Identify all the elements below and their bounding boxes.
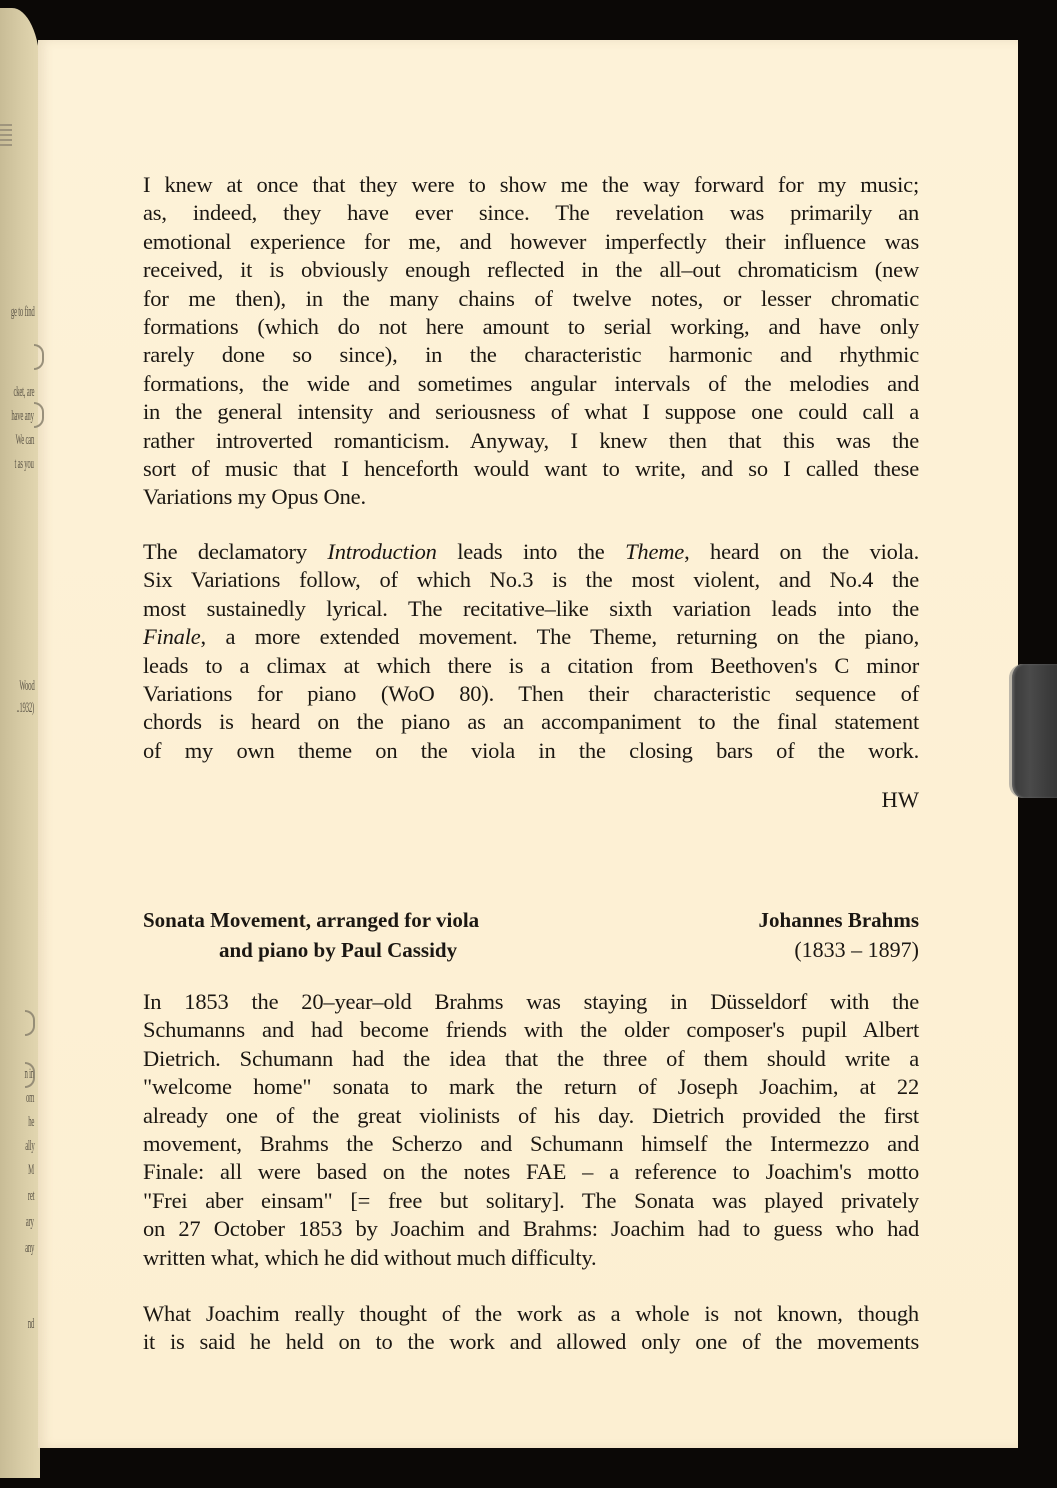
text-line: in the general intensity and seriousness of what I suppose one could call a xyxy=(143,399,919,425)
text-line: Six Variations follow, of which No.3 is the most violent, and No.4 the xyxy=(143,567,919,593)
text-line: I knew at once that they were to show me the way forward for my music; xyxy=(143,172,919,197)
facing-page-fragment: t as you xyxy=(14,456,34,472)
text-line: "Frei aber einsam" [= free but solitary]. The Sonata was played privately xyxy=(143,1187,919,1213)
text-line: Variations my Opus One. xyxy=(143,484,366,510)
facing-page-fragment: nd xyxy=(27,1316,34,1332)
text-run: , heard on the viola. xyxy=(684,539,919,564)
facing-page-fragment: ge to find xyxy=(10,304,34,320)
paragraph-joachim-opinion xyxy=(143,1300,919,1357)
facing-page-fragment: any xyxy=(24,1240,34,1256)
facing-page-fragment: We can xyxy=(15,432,34,448)
italic-term-introduction: Introduction xyxy=(327,539,437,564)
work-title xyxy=(143,905,479,965)
text-run: leads into the xyxy=(436,539,626,564)
text-line: leads to a climax at which there is a citation from Beethoven's C minor xyxy=(143,652,919,678)
paragraph-composer-note xyxy=(143,171,919,512)
text-line: Dietrich. Schumann had the idea that the three of them should write a xyxy=(143,1045,919,1071)
text-line: as, indeed, they have ever since. The revelation was primarily an xyxy=(143,200,919,226)
italic-term-theme: Theme xyxy=(625,539,685,564)
thumb-index-tab xyxy=(1009,664,1057,798)
paragraph-brahms-history xyxy=(143,988,919,1272)
text-line: What Joachim really thought of the work as a whole is not known, though xyxy=(143,1301,919,1326)
composer-info xyxy=(759,905,919,965)
facing-page-fragment: he xyxy=(28,1114,34,1130)
text-run: The declamatory xyxy=(143,539,328,564)
text-line: Finale: all were based on the notes FAE – a reference to Joachim's motto xyxy=(143,1159,919,1185)
text-line: written what, which he did without much difficulty. xyxy=(143,1244,597,1270)
text-line: Variations for piano (WoO 80). Then their characteristic sequence of xyxy=(143,681,919,707)
facing-page-fragment: M xyxy=(28,1162,34,1178)
text-line: formations (which do not here amount to serial working, and have only xyxy=(143,314,919,340)
facing-page-fragment: cket, are xyxy=(13,384,34,400)
text-line xyxy=(143,623,919,651)
text-line: chords is heard on the piano as an accompaniment to the final statement xyxy=(143,709,919,735)
facing-page-fragment: ary xyxy=(26,1214,34,1230)
text-line: Schumanns and had become friends with the older composer's pupil Albert xyxy=(143,1017,919,1043)
facing-page-fragment: Wood xyxy=(18,678,34,694)
text-line: received, it is obviously enough reflected in the all–out chromaticism (new xyxy=(143,257,919,283)
text-line: sort of music that I henceforth would want to write, and so I called these xyxy=(143,456,919,482)
paragraph-work-description xyxy=(143,538,919,765)
text-line: of my own theme on the viola in the closing bars of the work. xyxy=(143,737,919,763)
author-initials: HW xyxy=(881,787,919,812)
text-line: rarely done so since), in the characteristic harmonic and rhythmic xyxy=(143,342,919,368)
text-line: it is said he held on to the work and allowed only one of the movements xyxy=(143,1329,919,1355)
text-line: for me then), in the many chains of twelve notes, or lesser chromatic xyxy=(143,285,919,311)
composer-name: Johannes Brahms xyxy=(758,908,919,932)
text-line xyxy=(143,538,919,566)
text-line: In 1853 the 20–year–old Brahms was staying in Düsseldorf with the xyxy=(143,989,919,1014)
facing-page-rule-lines xyxy=(0,124,12,149)
facing-page-fragment: ally xyxy=(24,1138,34,1154)
text-line: "welcome home" sonata to mark the return of Joseph Joachim, at 22 xyxy=(143,1074,919,1100)
composer-dates: (1833 – 1897) xyxy=(794,937,919,962)
text-line: emotional experience for me, and however imperfectly their influence was xyxy=(143,228,919,254)
facing-page-edge xyxy=(0,8,40,1478)
work-title-line: and piano by Paul Cassidy xyxy=(219,938,458,962)
facing-page-fragment: n in xyxy=(24,1066,34,1082)
work-title-line: Sonata Movement, arranged for viola xyxy=(143,908,480,932)
facing-page-fragment: ret xyxy=(27,1188,34,1204)
text-line: most sustainedly lyrical. The recitative–like sixth variation leads into the xyxy=(143,595,919,621)
text-line: formations, the wide and sometimes angular intervals of the melodies and xyxy=(143,370,919,396)
italic-term-finale: Finale xyxy=(143,624,201,650)
text-run: , a more extended movement. The Theme, returning on the piano, xyxy=(200,624,919,650)
text-line: already one of the great violinists of his day. Dietrich provided the first xyxy=(143,1102,919,1128)
facing-page-fragment: have any xyxy=(11,408,34,424)
facing-page-fragment: ..1932) xyxy=(16,700,34,716)
text-line: movement, Brahms the Scherzo and Schumann himself the Intermezzo and xyxy=(143,1131,919,1157)
text-line: on 27 October 1853 by Joachim and Brahms: Joachim had to guess who had xyxy=(143,1216,919,1242)
facing-page-fragment: om xyxy=(25,1090,34,1106)
text-line: rather introverted romanticism. Anyway, I knew then that this was the xyxy=(143,427,919,453)
